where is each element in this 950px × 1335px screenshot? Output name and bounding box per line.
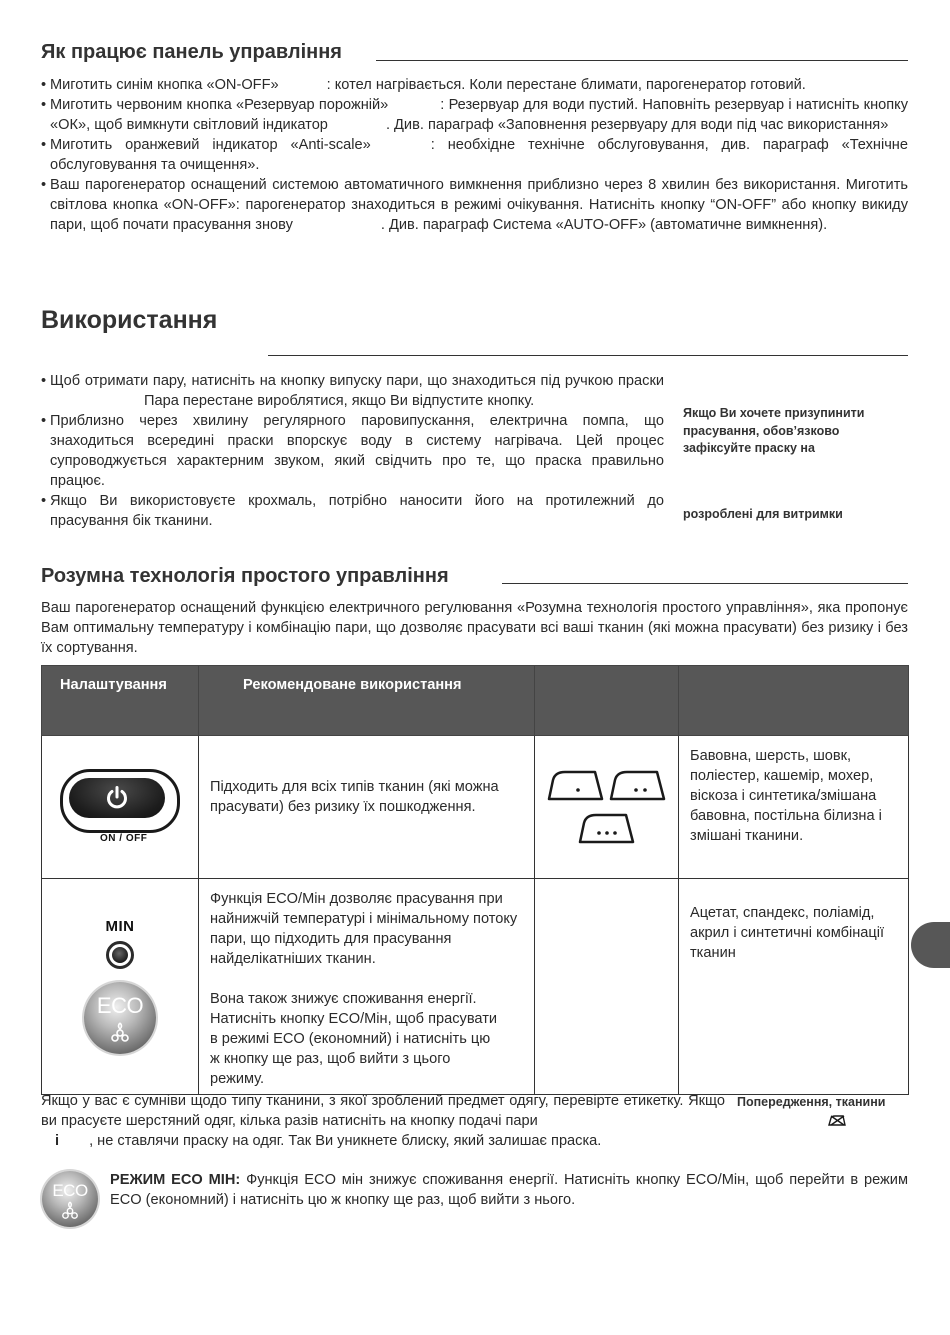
eco-mode-description: Функція ECO мін знижує споживання енергії. Натисніть кнопку ECO/Мін, щоб перейти в режим ECO (економний) і натисніть цю ж кнопку ще раз, щоб вийти з нього.: [110, 1172, 908, 1208]
eco-label: ECO: [96, 993, 144, 1018]
list-item: [41, 135, 908, 175]
item-text: Пара перестане вироблятися, якщо Ви відпустите кнопку.: [144, 393, 535, 409]
fabric-doubt-tail: [55, 1131, 735, 1151]
list-item: [41, 491, 664, 531]
item-text: Миготить синім кнопка «ON-OFF»: [50, 77, 279, 93]
min-indicator: [42, 879, 198, 969]
list-item: [41, 175, 908, 235]
header-blank-2: [679, 666, 909, 736]
no-steam-iron-icon: [828, 1114, 846, 1126]
heading-rule: [502, 583, 908, 584]
settings-table: [41, 665, 909, 1095]
steam-drops-icon: [110, 1022, 130, 1044]
usage-cell: [199, 736, 535, 879]
heading-rule: [376, 60, 908, 61]
eco-mode-text: [110, 1170, 908, 1210]
eco-mode-icon: [42, 1171, 98, 1227]
side-note-pause: Якщо Ви хочете призупинити прасування, обов’язково зафіксуйте праску на: [683, 406, 865, 455]
iron-temperature-icons: [535, 736, 678, 872]
item-text: Приблизно через хвилину регулярного паровипускання, електрична помпа, що знаходиться всередині праски впорскує воду в систему нагрівача. Цей процес супроводжується характерним звуком, який свідчить про те, що праска правильно працює.: [50, 413, 664, 489]
item-text: Якщо Ви використовуєте крохмаль, потрібно наносити його на протилежний до прасування бік тканини.: [50, 493, 664, 529]
item-text: . Див. параграф Система «AUTO-OFF» (автоматичне вимкнення).: [380, 217, 828, 233]
table-header-row: [42, 666, 909, 736]
list-item: [41, 371, 664, 411]
table-row: [42, 736, 909, 879]
power-icon: [104, 785, 130, 811]
item-text: : котел нагрівається. Коли перестане блимати, парогенератор готовий.: [326, 77, 806, 93]
item-text: : необхідне технічне обслуговування, див. параграф «Технічне обслуговування та очищення».: [50, 137, 908, 173]
list-item: [41, 75, 908, 95]
iron-three-dot-icon: [580, 815, 633, 842]
eco-mode-label: РЕЖИМ ECO МІН:: [110, 1172, 241, 1188]
doubt-tail-text: , не ставлячи праску на одяг. Так Ви уникнете блиску, який залишає праска.: [89, 1133, 602, 1149]
smart-tech-intro: Ваш парогенератор оснащений функцією електричного регулювання «Розумна технологія простого управління», яка пропонує Вам оптимальну температуру і комбінацію пари, що дозволяє прасувати всі ваші тканин (які можна прасувати) без ризику і без їх сортування.: [41, 600, 908, 656]
steam-button-letter: і: [55, 1133, 60, 1149]
eco-usage-p1: Функція ECO/Мін дозволяє прасування при найнижчій температурі і мінімальному потоку пари, що підходить для прасування найделікатніших тканин.: [210, 891, 518, 967]
usage-text: [199, 879, 534, 1089]
item-text: Щоб отримати пару, натисніть на кнопку випуску пари, що знаходиться під ручкою праски: [50, 373, 664, 389]
on-off-label: ON / OFF: [100, 833, 148, 844]
header-blank-1: [535, 666, 679, 736]
steam-drops-icon: [61, 1201, 79, 1221]
usage-cell: [199, 879, 535, 1095]
eco-button[interactable]: [84, 982, 156, 1054]
item-text: . Див. параграф «Заповнення резервуару для води під час використання»: [385, 117, 889, 133]
doubt-text: Якщо у вас є сумніви щодо типу тканини, з якої зроблений предмет одягу, перевірте етикетку. Якщо ви прасуєте шерстяний одяг, кілька разів натисніть на кнопку подачі пари: [41, 1093, 725, 1129]
header-recommended-use: Рекомендоване використання: [199, 666, 535, 736]
list-item: [41, 95, 908, 135]
control-panel-list: [41, 75, 908, 235]
table-row: [42, 879, 909, 1095]
setting-cell: [42, 879, 199, 1095]
list-item: [41, 411, 664, 491]
eco-usage-p2: Вона також знижує споживання енергії. Натисніть кнопку ECO/Мін, щоб прасувати в режимі ECO (економний) і натисніть цю ж кнопку ще раз, щоб вийти з цього режиму.: [210, 991, 498, 1087]
usage-text: Підходить для всіх типів тканин (які можна прасувати) без ризику їх пошкодження.: [210, 779, 499, 815]
section-title-usage: Використання: [41, 306, 218, 334]
fabrics-cell: [679, 736, 909, 879]
fabrics-text: Ацетат, спандекс, поліамід, акрил і синтетичні комбінації тканин: [690, 905, 885, 961]
fabrics-text: Бавовна, шерсть, шовк, поліестер, кашемір, мохер, віскоза і синтетика/змішана бавовна, постільна білизна і змішані тканини.: [690, 748, 882, 844]
item-text: Миготить оранжевий індикатор «Anti-scale»: [50, 137, 371, 153]
iron-symbols-cell: [535, 879, 679, 1095]
item-text: Миготить червоним кнопка «Резервуар порожній»: [50, 97, 389, 113]
min-led-icon: [106, 941, 134, 969]
heading-rule: [268, 355, 908, 356]
section-title-smart-tech: Розумна технологія простого управління: [41, 565, 449, 587]
min-label: MIN: [105, 918, 135, 935]
setting-cell: [42, 736, 199, 879]
iron-one-dot-icon: [549, 772, 602, 799]
item-text: Ваш парогенератор оснащений системою автоматичного вимкнення приблизно через 8 хвилин без використання. Миготить світлова кнопка «ON-OFF»: парогенератор знаходиться в режимі очікування. Натисніть кнопку “ON-OFF” або кнопку викиду пари, щоб почати прасування знову: [50, 177, 908, 233]
usage-list: [41, 371, 664, 531]
section-title-control-panel: Як працює панель управління: [41, 41, 342, 63]
on-off-button[interactable]: [60, 769, 180, 844]
header-settings: Налаштування: [42, 666, 199, 736]
fabrics-cell: [679, 879, 909, 1095]
iron-symbols-cell: [535, 736, 679, 879]
iron-two-dot-icon: [611, 772, 664, 799]
page-side-tab: [911, 922, 950, 968]
fabric-doubt-text: [41, 1091, 725, 1131]
warning-note: Попередження, тканини: [737, 1095, 886, 1109]
eco-icon-label: ECO: [52, 1181, 88, 1200]
item-text: : Резервуар для води пустий. Наповніть резервуар і натисніть кнопку «ОК», щоб вимкнути світловий індикатор: [50, 97, 908, 133]
side-note-designed: розроблені для витримки: [683, 507, 843, 521]
